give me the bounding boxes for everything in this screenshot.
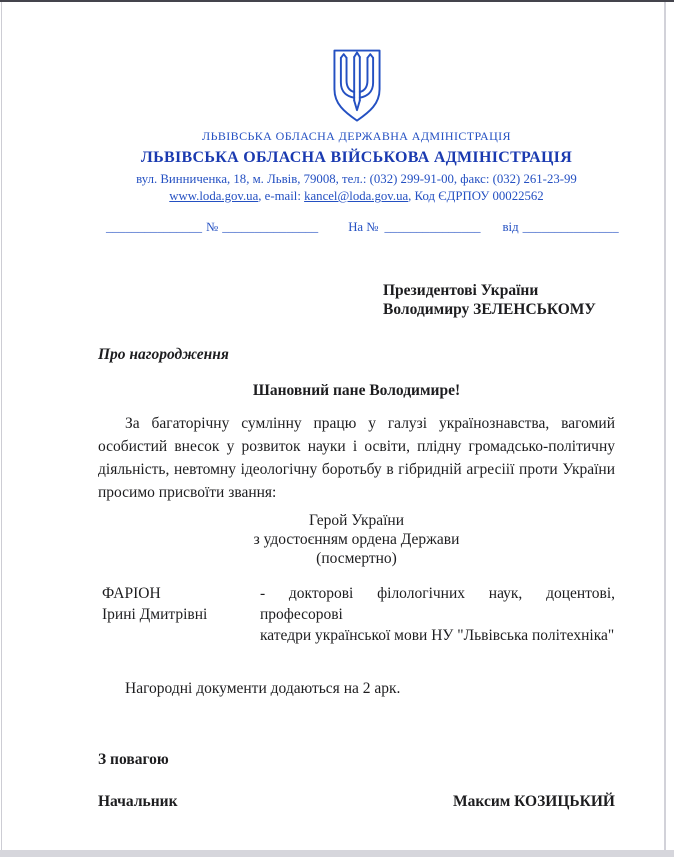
body-line: діяльність, невтомну ідеологічну боротьбу в гібридній агресіії проти України — [98, 461, 615, 478]
subject-line: Про нагородження — [98, 346, 229, 363]
letter-content — [98, 0, 619, 811]
body-paragraph — [98, 412, 615, 504]
ref-blank-3: _______________ — [384, 220, 481, 234]
body-line: За багаторічну сумлінну працю у галузі українознавства, вагомий — [125, 415, 615, 432]
awardee-desc-line: - докторові філологічних наук, доцентові, професорові — [260, 585, 615, 623]
ref-blank-1: _______________ — [106, 220, 202, 234]
body-line: просимо присвоїти звання: — [98, 484, 277, 501]
signer-position: Начальник — [98, 793, 178, 810]
org-name: ЛЬВІВСЬКА ОБЛАСНА ДЕРЖАВНА АДМІНІСТРАЦІЯ — [202, 129, 511, 143]
award-line-2: з удостоєнням ордена Держави — [253, 531, 460, 548]
contacts-line — [98, 189, 615, 204]
org-title: ЛЬВІВСЬКА ОБЛАСНА ВІЙСЬКОВА АДМІНІСТРАЦІЯ — [140, 149, 573, 166]
email-link[interactable]: kancel@loda.gov.ua — [304, 189, 409, 203]
recipient-line-2: Володимиру ЗЕЛЕНСЬКОМУ — [383, 301, 596, 318]
ukraine-trident-emblem-icon — [328, 46, 386, 126]
awardee-description — [260, 583, 615, 646]
closing-regards: З повагою — [98, 751, 169, 768]
emblem-wrap — [98, 46, 615, 126]
page-left-edge — [1, 2, 2, 850]
ref-vid-label: від — [502, 220, 519, 234]
letterhead — [98, 46, 619, 235]
website-link[interactable]: www.loda.gov.ua — [169, 189, 259, 203]
award-title-block — [98, 511, 615, 568]
body-line: особистий внесок у розвиток науки і освіти, плідну громадсько-політичну — [98, 438, 615, 455]
email-separator: , e-mail: — [258, 189, 305, 203]
ref-blank-4: _______________ — [522, 220, 619, 234]
ref-no-label: № — [205, 220, 219, 234]
page-bottom-edge — [0, 850, 674, 857]
award-line-1: Герой України — [309, 512, 404, 529]
attachment-note: Нагородні документи додаються на 2 арк. — [125, 680, 401, 697]
awardee-row — [98, 583, 615, 646]
award-line-3: (посмертно) — [316, 550, 397, 567]
recipient-block — [383, 281, 615, 319]
salutation: Шановний пане Володимире! — [252, 382, 461, 399]
recipient-line-1: Президентові України — [383, 282, 539, 299]
awardee-name — [98, 583, 260, 646]
ref-blank-2: _______________ — [222, 220, 319, 234]
awardee-surname: ФАРІОН — [102, 585, 161, 602]
signer-name: Максим КОЗИЦЬКИЙ — [453, 793, 615, 810]
signature-row — [98, 793, 615, 811]
reference-line — [98, 220, 619, 235]
ref-na-label: На № — [348, 220, 379, 234]
page-right-edge — [664, 2, 666, 850]
address-line: вул. Винниченка, 18, м. Львів, 79008, тел.: (032) 299-91-00, факс: (032) 261-23-99 — [136, 172, 577, 186]
awardee-desc-line: катедри української мови НУ "Львівська політехніка" — [260, 627, 615, 644]
edrpou-code: , Код ЄДРПОУ 00022562 — [408, 189, 544, 203]
awardee-given-name: Ірині Дмитрівні — [102, 606, 208, 623]
